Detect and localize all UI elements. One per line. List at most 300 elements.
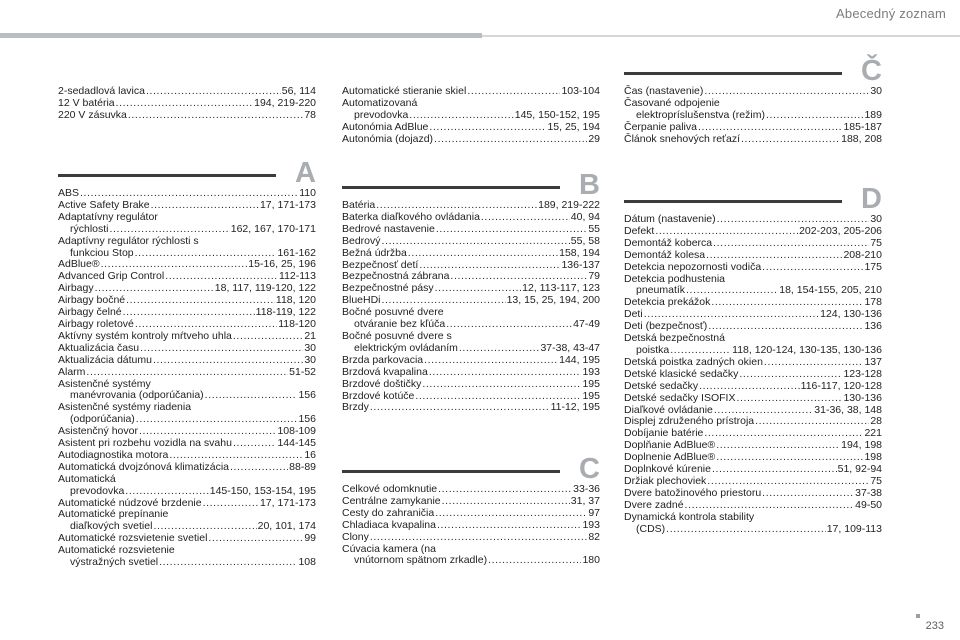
letter-a: A bbox=[295, 157, 316, 189]
dot-leader bbox=[126, 295, 275, 307]
entry-term: ABS bbox=[58, 187, 80, 199]
index-entry-heading: Automatizovaná bbox=[342, 96, 418, 109]
index-entry-heading: Automatická bbox=[58, 472, 116, 485]
entry-pages: 108-109 bbox=[277, 425, 316, 438]
entry-pages: 145-150, 153-154, 195 bbox=[209, 484, 316, 497]
entry-pages: 189, 219-222 bbox=[538, 199, 600, 211]
entry-pages: 78 bbox=[304, 108, 316, 121]
index-entry bbox=[58, 557, 316, 569]
entry-pages: 118-119, 122 bbox=[255, 306, 316, 319]
index-entry bbox=[58, 224, 316, 236]
entry-pages: 108 bbox=[298, 556, 316, 569]
entry-pages: 79 bbox=[588, 270, 600, 283]
letter-c: C bbox=[579, 453, 600, 485]
index-entry bbox=[58, 331, 316, 343]
index-entry bbox=[624, 134, 882, 146]
index-entry bbox=[624, 524, 882, 536]
page-marker-dot bbox=[916, 614, 920, 618]
dot-leader bbox=[424, 355, 558, 367]
index-entry bbox=[58, 355, 316, 367]
dot-leader bbox=[713, 238, 869, 250]
dot-leader bbox=[741, 134, 840, 146]
index-entry-heading: Časované odpojenie bbox=[624, 96, 720, 109]
dot-leader bbox=[408, 248, 558, 260]
letter-rule bbox=[624, 200, 842, 203]
index-entry bbox=[342, 134, 600, 146]
index-column-3-c-caron bbox=[624, 86, 882, 146]
entry-term: Defekt bbox=[624, 224, 655, 237]
entry-pages: 202-203, 205-206 bbox=[799, 224, 882, 237]
dot-leader bbox=[435, 508, 587, 520]
dot-leader bbox=[203, 498, 259, 510]
entry-pages: 175 bbox=[864, 260, 882, 273]
letter-d: D bbox=[861, 183, 882, 215]
entry-term: Automatická dvojzónová klimatizácia bbox=[58, 460, 229, 473]
index-entry bbox=[624, 238, 882, 250]
index-entry bbox=[624, 393, 882, 405]
entry-term: Autonómia AdBlue bbox=[342, 120, 429, 133]
entry-term: elektropríslušenstva (režim) bbox=[636, 108, 765, 121]
dot-leader bbox=[706, 250, 842, 262]
dot-leader bbox=[666, 524, 826, 536]
entry-pages: 161-162 bbox=[277, 246, 316, 259]
dot-leader bbox=[716, 440, 840, 452]
entry-term: Detské sedačky bbox=[624, 379, 699, 392]
dot-leader bbox=[123, 307, 255, 319]
section-title: Abecedný zoznam bbox=[836, 6, 946, 21]
dot-leader bbox=[208, 533, 303, 545]
entry-pages: 30 bbox=[870, 85, 882, 97]
dot-leader bbox=[153, 355, 303, 367]
entry-term: Bedrový bbox=[342, 234, 381, 247]
index-column-1-a bbox=[58, 188, 316, 569]
dot-leader bbox=[128, 110, 303, 122]
dot-leader bbox=[436, 224, 587, 236]
entry-term: otváranie bez kľúča bbox=[354, 318, 446, 331]
entry-pages: 29 bbox=[588, 132, 600, 145]
entry-pages: 18, 154-155, 205, 210 bbox=[779, 284, 882, 297]
entry-pages: 185-187 bbox=[843, 120, 882, 133]
entry-term: funkciou Stop bbox=[70, 246, 134, 259]
dot-leader bbox=[712, 464, 837, 476]
entry-term: (odporúčania) bbox=[70, 413, 135, 426]
entry-term: Diaľkové ovládanie bbox=[624, 403, 713, 416]
entry-pages: 15-16, 25, 196 bbox=[248, 258, 316, 271]
entry-term: AdBlue® bbox=[58, 258, 100, 271]
entry-pages: 195 bbox=[582, 389, 600, 402]
entry-pages: 20, 101, 174 bbox=[257, 520, 316, 533]
entry-term: Advanced Grip Control bbox=[58, 270, 165, 283]
dot-leader bbox=[136, 414, 298, 426]
index-entry-heading: Asistenčné systémy riadenia bbox=[58, 401, 192, 414]
entry-pages: 55, 58 bbox=[570, 234, 600, 247]
entry-term: Detské sedačky ISOFIX bbox=[624, 391, 736, 404]
dot-leader bbox=[766, 110, 864, 122]
entry-term: Dvere batožinového priestoru bbox=[624, 486, 762, 499]
index-entry bbox=[342, 379, 600, 391]
entry-pages: 156 bbox=[298, 389, 316, 402]
entry-term: Brzdová kvapalina bbox=[342, 365, 428, 378]
index-entry bbox=[58, 110, 316, 122]
dot-leader bbox=[762, 262, 863, 274]
entry-term: Článok snehových reťazí bbox=[624, 132, 740, 145]
dot-leader bbox=[459, 343, 540, 355]
entry-term: Clony bbox=[342, 530, 369, 543]
entry-term: Asistent pri rozbehu vozidla na svahu bbox=[58, 437, 232, 450]
index-entry bbox=[342, 224, 600, 236]
index-entry bbox=[342, 520, 600, 532]
entry-pages: 18, 117, 119-120, 122 bbox=[214, 282, 316, 295]
entry-term: Bezpečnostné pásy bbox=[342, 282, 434, 295]
index-entry bbox=[342, 248, 600, 260]
index-column-2-c bbox=[342, 484, 600, 567]
entry-pages: 11-12, 195 bbox=[550, 401, 600, 414]
entry-term: Čerpanie paliva bbox=[624, 120, 697, 133]
letter-heading-c bbox=[342, 453, 600, 485]
entry-term: Autodiagnostika motora bbox=[58, 448, 169, 461]
entry-pages: 195 bbox=[582, 377, 600, 390]
letter-heading-d bbox=[624, 183, 882, 215]
index-entry bbox=[342, 355, 600, 367]
entry-pages: 158, 194 bbox=[559, 246, 600, 259]
entry-pages: 194, 198 bbox=[841, 439, 882, 452]
entry-term: Brzdové kotúče bbox=[342, 389, 415, 402]
dot-leader bbox=[698, 122, 842, 134]
letter-c-caron: Č bbox=[861, 55, 882, 87]
entry-term: vnútornom spätnom zrkadle) bbox=[354, 554, 488, 567]
entry-term: Baterka diaľkového ovládania bbox=[342, 210, 480, 223]
index-entry-heading: Asistenčné systémy bbox=[58, 377, 151, 390]
entry-pages: 144, 195 bbox=[559, 353, 600, 366]
entry-term: Automatické rozsvietenie svetiel bbox=[58, 532, 208, 545]
index-entry-heading: Adaptatívny regulátor bbox=[58, 210, 158, 223]
entry-pages: 51-52 bbox=[289, 365, 316, 378]
entry-term: (CDS) bbox=[636, 522, 666, 535]
dot-leader bbox=[382, 236, 570, 248]
index-entry bbox=[624, 250, 882, 262]
entry-pages: 37-38 bbox=[855, 486, 882, 499]
index-entry-heading: Automatické prepínanie bbox=[58, 508, 169, 521]
entry-pages: 16 bbox=[304, 448, 316, 461]
index-entry bbox=[624, 381, 882, 393]
index-entry bbox=[342, 508, 600, 520]
entry-term: Detekcia nepozornosti vodiča bbox=[624, 260, 762, 273]
entry-pages: 30 bbox=[870, 213, 882, 225]
dot-leader bbox=[442, 496, 570, 508]
index-entry bbox=[58, 343, 316, 355]
entry-pages: 118, 120-124, 130-135, 130-136 bbox=[732, 343, 882, 356]
entry-pages: 136-137 bbox=[561, 258, 600, 271]
entry-term: Airbagy čelné bbox=[58, 306, 122, 319]
entry-term: Doplnkové kúrenie bbox=[624, 463, 711, 476]
dot-leader bbox=[704, 428, 863, 440]
entry-term: Dobíjanie batérie bbox=[624, 427, 704, 440]
entry-term: elektrickým ovládaním bbox=[354, 341, 458, 354]
entry-term: poistka bbox=[636, 343, 670, 356]
entry-term: Bezpečnostná zábrana bbox=[342, 270, 450, 283]
entry-term: Centrálne zamykanie bbox=[342, 494, 441, 507]
entry-pages: 137 bbox=[864, 355, 882, 368]
entry-term: Doplňanie AdBlue® bbox=[624, 439, 716, 452]
dot-leader bbox=[370, 532, 587, 544]
dot-leader bbox=[140, 343, 303, 355]
entry-term: manévrovania (odporúčania) bbox=[70, 389, 204, 402]
entry-pages: 17, 109-113 bbox=[826, 522, 882, 535]
index-entry-heading: Detská bezpečnostná bbox=[624, 332, 725, 345]
entry-pages: 33-36 bbox=[573, 483, 600, 495]
entry-term: rýchlosti bbox=[70, 222, 109, 235]
entry-term: 2-sedadlová lavica bbox=[58, 85, 145, 97]
index-entry bbox=[342, 367, 600, 379]
entry-pages: 40, 94 bbox=[570, 210, 600, 223]
index-column-2-b bbox=[342, 200, 600, 414]
index-entry bbox=[624, 500, 882, 512]
entry-term: výstražných svetiel bbox=[70, 556, 159, 569]
letter-rule bbox=[624, 72, 842, 75]
entry-pages: 31-36, 38, 148 bbox=[814, 403, 882, 416]
entry-pages: 118-120 bbox=[278, 317, 316, 330]
entry-pages: 144-145 bbox=[277, 437, 316, 450]
entry-pages: 99 bbox=[304, 532, 316, 545]
index-entry bbox=[624, 262, 882, 274]
entry-term: Displej združeného prístroja bbox=[624, 415, 755, 428]
index-entry bbox=[624, 488, 882, 500]
index-entry bbox=[58, 462, 316, 474]
dot-leader bbox=[86, 367, 288, 379]
header-bar-light bbox=[482, 35, 960, 37]
entry-term: Dátum (nastavenie) bbox=[624, 213, 716, 225]
dot-leader bbox=[762, 488, 854, 500]
dot-leader bbox=[438, 484, 572, 496]
dot-leader bbox=[685, 500, 855, 512]
index-entry-heading: Bočné posuvné dvere bbox=[342, 306, 444, 319]
entry-term: Detská poistka zadných okien bbox=[624, 355, 763, 368]
entry-pages: 145, 150-152, 195 bbox=[514, 108, 600, 121]
index-entry-heading: Cúvacia kamera (na bbox=[342, 542, 436, 555]
entry-term: 12 V batéria bbox=[58, 96, 115, 109]
entry-pages: 112-113 bbox=[279, 270, 316, 283]
entry-term: Brzdové doštičky bbox=[342, 377, 422, 390]
entry-term: Deti (bezpečnosť) bbox=[624, 320, 708, 333]
dot-leader bbox=[446, 319, 572, 331]
entry-pages: 194, 219-220 bbox=[254, 96, 316, 109]
entry-pages: 118, 120 bbox=[275, 294, 316, 307]
letter-heading-a bbox=[58, 157, 316, 189]
entry-term: prevodovka bbox=[70, 484, 125, 497]
entry-term: Bedrové nastavenie bbox=[342, 222, 435, 235]
entry-term: Airbagy bbox=[58, 282, 94, 295]
entry-pages: 28 bbox=[870, 415, 882, 428]
entry-pages: 17, 171-173 bbox=[259, 496, 316, 509]
dot-leader bbox=[116, 98, 253, 110]
entry-pages: 47-49 bbox=[573, 318, 600, 331]
entry-pages: 15, 25, 194 bbox=[547, 120, 600, 133]
letter-rule bbox=[342, 470, 560, 473]
dot-leader bbox=[125, 486, 208, 498]
header-bar-dark bbox=[0, 33, 482, 38]
entry-term: Alarm bbox=[58, 365, 86, 378]
entry-term: Automatické núdzové brzdenie bbox=[58, 496, 202, 509]
dot-leader bbox=[739, 369, 842, 381]
index-entry bbox=[624, 357, 882, 369]
dot-leader bbox=[159, 557, 297, 569]
dot-leader bbox=[467, 86, 560, 98]
entry-term: Deti bbox=[624, 308, 643, 321]
dot-leader bbox=[233, 438, 277, 450]
letter-heading-b bbox=[342, 169, 600, 201]
entry-pages: 17, 171-173 bbox=[259, 198, 316, 211]
dot-leader bbox=[151, 200, 259, 212]
entry-pages: 49-50 bbox=[855, 498, 882, 511]
index-entry bbox=[58, 486, 316, 498]
entry-pages: 162, 167, 170-171 bbox=[230, 222, 316, 235]
entry-term: Celkové odomknutie bbox=[342, 483, 438, 495]
entry-term: Batéria bbox=[342, 199, 376, 211]
dot-leader bbox=[437, 520, 581, 532]
entry-pages: 12, 113-117, 123 bbox=[522, 282, 600, 295]
letter-rule bbox=[58, 174, 276, 177]
index-entry bbox=[342, 343, 600, 355]
index-entry bbox=[624, 122, 882, 134]
index-column-3-d bbox=[624, 214, 882, 535]
index-entry bbox=[58, 367, 316, 379]
entry-pages: 193 bbox=[582, 518, 600, 531]
entry-pages: 156 bbox=[298, 413, 316, 426]
entry-pages: 30 bbox=[304, 353, 316, 366]
entry-pages: 37-38, 43-47 bbox=[540, 341, 600, 354]
dot-leader bbox=[429, 122, 546, 134]
entry-pages: 75 bbox=[870, 236, 882, 249]
dot-leader bbox=[704, 86, 869, 98]
entry-pages: 30 bbox=[304, 341, 316, 354]
entry-pages: 21 bbox=[304, 329, 316, 342]
index-entry bbox=[342, 236, 600, 248]
entry-term: Active Safety Brake bbox=[58, 198, 150, 211]
entry-term: Brzda parkovacia bbox=[342, 353, 424, 366]
index-entry-heading: Detekcia podhustenia bbox=[624, 272, 725, 285]
index-column-1-top bbox=[58, 86, 316, 122]
entry-pages: 55 bbox=[588, 222, 600, 235]
letter-rule bbox=[342, 186, 560, 189]
entry-pages: 31, 37 bbox=[570, 494, 600, 507]
dot-leader bbox=[110, 224, 230, 236]
dot-leader bbox=[488, 555, 581, 567]
entry-term: Brzdy bbox=[342, 401, 369, 414]
entry-pages: 51, 92-94 bbox=[837, 463, 882, 476]
entry-pages: 193 bbox=[582, 365, 600, 378]
entry-term: Asistenčný hovor bbox=[58, 425, 138, 438]
page-number: 233 bbox=[925, 620, 944, 632]
index-entry bbox=[342, 532, 600, 544]
dot-leader bbox=[434, 134, 587, 146]
index-entry-heading: Dynamická kontrola stability bbox=[624, 510, 755, 523]
dot-leader bbox=[708, 321, 863, 333]
entry-term: 220 V zásuvka bbox=[58, 108, 127, 121]
entry-pages: 123-128 bbox=[843, 367, 882, 380]
entry-term: Držiak plechoviek bbox=[624, 474, 707, 487]
entry-term: Aktívny systém kontroly mŕtveho uhla bbox=[58, 329, 232, 342]
index-entry bbox=[624, 369, 882, 381]
entry-term: Detekcia prekážok bbox=[624, 296, 711, 309]
dot-leader bbox=[230, 462, 288, 474]
index-entry-heading: Automatické rozsvietenie bbox=[58, 544, 175, 557]
entry-pages: 88-89 bbox=[289, 460, 316, 473]
entry-term: Chladiaca kvapalina bbox=[342, 518, 436, 531]
entry-term: Bezpečnosť detí bbox=[342, 258, 419, 271]
entry-pages: 13, 15, 25, 194, 200 bbox=[506, 294, 600, 307]
entry-pages: 130-136 bbox=[843, 391, 882, 404]
index-entry bbox=[342, 555, 600, 567]
index-entry bbox=[342, 122, 600, 134]
index-entry bbox=[342, 402, 600, 414]
entry-pages: 198 bbox=[864, 451, 882, 464]
dot-leader bbox=[422, 379, 581, 391]
index-entry-heading: Adaptívny regulátor rýchlosti s bbox=[58, 234, 199, 247]
dot-leader bbox=[764, 357, 864, 369]
index-entry bbox=[624, 110, 882, 122]
entry-pages: 110 bbox=[299, 187, 316, 199]
entry-pages: 75 bbox=[870, 474, 882, 487]
entry-pages: 136 bbox=[864, 320, 882, 333]
entry-term: Doplnenie AdBlue® bbox=[624, 451, 716, 464]
entry-pages: 97 bbox=[588, 506, 600, 519]
entry-pages: 116-117, 120-128 bbox=[800, 379, 882, 392]
index-column-2-top bbox=[342, 86, 600, 146]
entry-term: Airbagy bočné bbox=[58, 294, 126, 307]
dot-leader bbox=[370, 402, 550, 414]
dot-leader bbox=[699, 381, 800, 393]
entry-term: Automatické stieranie skiel bbox=[342, 85, 467, 97]
dot-leader bbox=[755, 416, 869, 428]
dot-leader bbox=[736, 393, 842, 405]
entry-pages: 208-210 bbox=[843, 248, 882, 261]
entry-term: Bežná údržba bbox=[342, 246, 407, 259]
entry-pages: 56, 114 bbox=[281, 85, 316, 97]
entry-term: pneumatík bbox=[636, 284, 686, 297]
entry-pages: 103-104 bbox=[561, 85, 600, 97]
entry-pages: 180 bbox=[582, 554, 600, 567]
entry-pages: 221 bbox=[864, 427, 882, 440]
dot-leader bbox=[233, 331, 303, 343]
entry-term: Aktualizácia dátumu bbox=[58, 353, 152, 366]
entry-term: Čas (nastavenie) bbox=[624, 85, 704, 97]
entry-term: prevodovka bbox=[354, 108, 409, 121]
index-entry-heading: Bočné posuvné dvere s bbox=[342, 329, 452, 342]
entry-term: Airbagy roletové bbox=[58, 317, 134, 330]
entry-pages: 178 bbox=[864, 296, 882, 309]
entry-pages: 82 bbox=[588, 530, 600, 543]
dot-leader bbox=[205, 390, 298, 402]
entry-term: Cesty do zahraničia bbox=[342, 506, 435, 519]
entry-term: Demontáž koberca bbox=[624, 236, 713, 249]
dot-leader bbox=[409, 110, 513, 122]
letter-heading-c-caron bbox=[624, 55, 882, 87]
entry-term: Demontáž kolesa bbox=[624, 248, 706, 261]
entry-term: Dvere zadné bbox=[624, 498, 684, 511]
dot-leader bbox=[429, 367, 582, 379]
entry-pages: 188, 208 bbox=[841, 132, 882, 145]
dot-leader bbox=[481, 212, 570, 224]
entry-term: BlueHDi bbox=[342, 294, 381, 307]
entry-term: Detské klasické sedačky bbox=[624, 367, 739, 380]
entry-pages: 189 bbox=[864, 108, 882, 121]
entry-term: Autonómia (dojazd) bbox=[342, 132, 434, 145]
entry-pages: 124, 130-136 bbox=[820, 308, 882, 321]
entry-term: diaľkových svetiel bbox=[70, 520, 153, 533]
entry-term: Aktualizácia času bbox=[58, 341, 140, 354]
letter-b: B bbox=[579, 169, 600, 201]
index-entry bbox=[342, 110, 600, 122]
